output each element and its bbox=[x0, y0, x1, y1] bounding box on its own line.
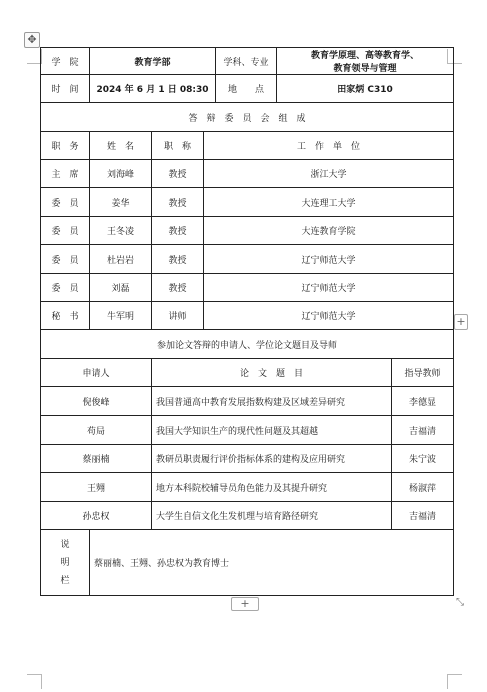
school-value[interactable]: 教育学部 bbox=[90, 48, 216, 75]
defense-info-table bbox=[40, 47, 454, 596]
committee-title-row bbox=[41, 103, 454, 132]
committee-row bbox=[41, 188, 454, 217]
committee-organization[interactable]: 辽宁师范大学 bbox=[204, 302, 454, 330]
committee-name[interactable]: 杜岩岩 bbox=[90, 245, 152, 274]
page-corner-mark bbox=[27, 674, 42, 689]
committee-name[interactable]: 刘磊 bbox=[90, 274, 152, 302]
committee-title-cell[interactable]: 讲师 bbox=[152, 302, 204, 330]
theses-header-row bbox=[41, 359, 454, 387]
thesis-title[interactable]: 我国普通高中教育发展指数构建及区域差异研究 bbox=[152, 387, 392, 416]
committee-name[interactable]: 姜华 bbox=[90, 188, 152, 217]
committee-organization[interactable]: 大连理工大学 bbox=[204, 188, 454, 217]
committee-role[interactable]: 委 员 bbox=[41, 188, 90, 217]
column-header-title: 职 称 bbox=[152, 132, 204, 160]
committee-name[interactable]: 刘海峰 bbox=[90, 160, 152, 188]
school-label: 学 院 bbox=[41, 48, 90, 75]
thesis-title[interactable]: 地方本科院校辅导员角色能力及其提升研究 bbox=[152, 473, 392, 502]
header-row-school bbox=[41, 48, 454, 75]
note-label bbox=[41, 530, 90, 596]
thesis-advisor[interactable]: 朱宁波 bbox=[392, 445, 454, 473]
committee-organization[interactable]: 大连教育学院 bbox=[204, 217, 454, 245]
committee-role[interactable]: 主 席 bbox=[41, 160, 90, 188]
thesis-row bbox=[41, 387, 454, 416]
committee-title-cell[interactable]: 教授 bbox=[152, 160, 204, 188]
table-resize-icon[interactable]: ⤡ bbox=[456, 597, 464, 608]
thesis-advisor[interactable]: 杨淑萍 bbox=[392, 473, 454, 502]
committee-organization[interactable]: 浙江大学 bbox=[204, 160, 454, 188]
note-label-char: 说 bbox=[60, 539, 70, 550]
committee-title-cell[interactable]: 教授 bbox=[152, 274, 204, 302]
column-header-thesis-title: 论 文 题 目 bbox=[152, 359, 392, 387]
committee-row bbox=[41, 160, 454, 188]
committee-row bbox=[41, 245, 454, 274]
time-value[interactable]: 2024 年 6 月 1 日 08:30 bbox=[90, 75, 216, 103]
place-value[interactable]: 田家炳 C310 bbox=[277, 75, 454, 103]
committee-row bbox=[41, 217, 454, 245]
major-value[interactable] bbox=[277, 48, 454, 75]
thesis-row bbox=[41, 416, 454, 445]
thesis-applicant[interactable]: 王翙 bbox=[41, 473, 152, 502]
thesis-advisor[interactable]: 吉福清 bbox=[392, 502, 454, 530]
theses-title: 参加论文答辩的申请人、学位论文题目及导师 bbox=[41, 330, 454, 359]
committee-role[interactable]: 委 员 bbox=[41, 217, 90, 245]
major-label: 学科、专业 bbox=[216, 48, 277, 75]
committee-role[interactable]: 秘 书 bbox=[41, 302, 90, 330]
header-row-time bbox=[41, 75, 454, 103]
thesis-advisor[interactable]: 吉福清 bbox=[392, 416, 454, 445]
committee-organization[interactable]: 辽宁师范大学 bbox=[204, 245, 454, 274]
committee-name[interactable]: 王冬凌 bbox=[90, 217, 152, 245]
theses-title-row bbox=[41, 330, 454, 359]
note-row bbox=[41, 530, 454, 596]
table-move-icon[interactable]: ✥ bbox=[24, 32, 40, 48]
committee-organization[interactable]: 辽宁师范大学 bbox=[204, 274, 454, 302]
column-header-role: 职 务 bbox=[41, 132, 90, 160]
add-row-plus-icon[interactable]: + bbox=[231, 597, 259, 611]
thesis-applicant[interactable]: 倪俊峰 bbox=[41, 387, 152, 416]
time-label: 时 间 bbox=[41, 75, 90, 103]
committee-name[interactable]: 牛军明 bbox=[90, 302, 152, 330]
thesis-applicant[interactable]: 苟局 bbox=[41, 416, 152, 445]
thesis-title[interactable]: 教研员职责履行评价指标体系的建构及应用研究 bbox=[152, 445, 392, 473]
note-text[interactable]: 蔡丽楠、王翙、孙忠权为教育博士 bbox=[90, 530, 454, 596]
committee-title-cell[interactable]: 教授 bbox=[152, 188, 204, 217]
column-header-applicant: 申请人 bbox=[41, 359, 152, 387]
thesis-applicant[interactable]: 孙忠权 bbox=[41, 502, 152, 530]
place-label: 地 点 bbox=[216, 75, 277, 103]
major-value-line2: 教育领导与管理 bbox=[333, 64, 397, 74]
column-header-organization: 工 作 单 位 bbox=[204, 132, 454, 160]
committee-row bbox=[41, 302, 454, 330]
add-column-plus-icon[interactable]: + bbox=[454, 314, 468, 330]
thesis-applicant[interactable]: 蔡丽楠 bbox=[41, 445, 152, 473]
thesis-row bbox=[41, 473, 454, 502]
committee-role[interactable]: 委 员 bbox=[41, 245, 90, 274]
note-label-char: 明 bbox=[60, 557, 70, 568]
committee-role[interactable]: 委 员 bbox=[41, 274, 90, 302]
committee-title: 答 辩 委 员 会 组 成 bbox=[41, 103, 454, 132]
committee-header-row bbox=[41, 132, 454, 160]
committee-title-cell[interactable]: 教授 bbox=[152, 245, 204, 274]
column-header-name: 姓 名 bbox=[90, 132, 152, 160]
committee-row bbox=[41, 274, 454, 302]
committee-title-cell[interactable]: 教授 bbox=[152, 217, 204, 245]
thesis-title[interactable]: 我国大学知识生产的现代性问题及其超越 bbox=[152, 416, 392, 445]
thesis-advisor[interactable]: 李德显 bbox=[392, 387, 454, 416]
thesis-row bbox=[41, 502, 454, 530]
page-corner-mark bbox=[447, 674, 462, 689]
thesis-row bbox=[41, 445, 454, 473]
thesis-title[interactable]: 大学生自信文化生发机理与培育路径研究 bbox=[152, 502, 392, 530]
note-label-char: 栏 bbox=[60, 575, 70, 586]
column-header-advisor: 指导教师 bbox=[392, 359, 454, 387]
major-value-line1: 教育学原理、高等教育学、 bbox=[311, 51, 420, 61]
